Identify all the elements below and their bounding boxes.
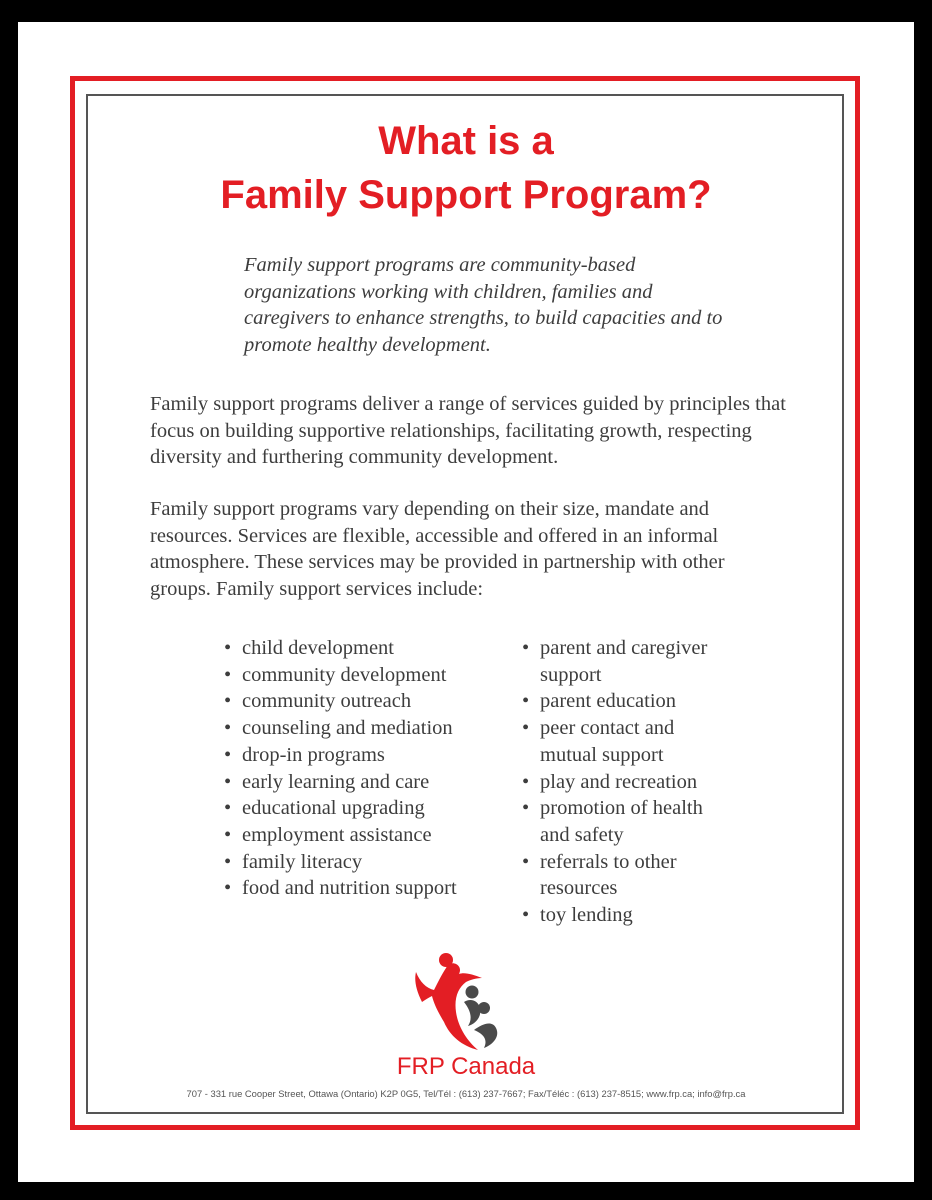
bullet-icon: • [522,717,530,740]
bullet-icon: • [224,743,232,766]
organization-name: FRP Canada [396,1053,536,1080]
bullet-icon: • [224,797,232,820]
service-item-label: peer contact and mutual support [540,717,675,766]
bullet-icon: • [224,663,232,686]
service-item-label: drop-in programs [242,743,385,766]
service-item [224,662,494,689]
logo-gray-figure-2 [474,1024,497,1048]
intro-definition: Family support programs are community-based organizations working with children, families and caregivers to enhance strengths, to build capacities and to promote healthy development. [244,254,723,356]
bullet-icon: • [224,637,232,659]
service-item-label: employment assistance [242,823,432,846]
service-item [224,795,494,822]
bullet-icon: • [224,717,232,740]
service-item [522,769,732,796]
bullet-icon: • [224,877,232,900]
service-item-label: promotion of health and safety [540,797,703,846]
bullet-icon: • [224,690,232,713]
service-item [224,715,494,742]
service-item [522,635,732,688]
logo-gray-figure-1 [464,1000,480,1026]
logo-gray-head-2 [478,1002,490,1014]
service-item-label: family literacy [242,850,363,873]
service-item [224,635,494,662]
service-item-label: play and recreation [540,770,698,793]
service-item-label: educational upgrading [242,797,425,820]
service-item-label: community outreach [242,690,412,713]
bullet-icon: • [522,904,530,927]
bullet-icon: • [224,850,232,873]
title-line-1: What is a [378,119,554,163]
service-item-label: parent and caregiver support [540,637,708,686]
paragraph-services-variety: Family support programs vary depending on their size, mandate and resources. Services are flexible, accessible and offered in an informal atmosphere. These services may be provided in partnership with other groups. Family support services include: [150,498,725,600]
service-item [224,849,494,876]
bullet-icon: • [224,823,232,846]
bullet-icon: • [522,770,530,793]
logo-red-head [439,953,453,967]
frp-canada-logo-icon [412,950,516,1054]
service-item-label: early learning and care [242,770,430,793]
service-item-label: counseling and mediation [242,717,453,740]
service-item-label: toy lending [540,904,633,927]
service-item [522,715,732,768]
service-item-label: referrals to other resources [540,850,677,900]
bullet-icon: • [522,797,530,820]
service-item [224,769,494,796]
service-item [224,742,494,769]
paragraph-services-principles: Family support programs deliver a range of services guided by principles that focus on building supportive relationships, facilitating growth, respecting diversity and furthering community development. [150,393,786,468]
service-item [224,688,494,715]
title-line-2: Family Support Program? [220,173,712,217]
bullet-icon: • [522,690,530,713]
services-list-column-1 [224,635,494,902]
bullet-icon: • [224,770,232,793]
flyer-page [18,22,914,1182]
service-item-label: community development [242,663,447,686]
bullet-icon: • [522,637,530,659]
logo-gray-head-1 [466,986,479,999]
service-item [522,849,732,902]
service-item-label: child development [242,637,394,659]
service-item [522,902,732,929]
service-item [522,795,732,848]
service-item [224,822,494,849]
service-item-label: food and nutrition support [242,877,457,900]
service-item-label: parent education [540,690,677,713]
contact-footer: 707 - 331 rue Cooper Street, Ottawa (Ontario) K2P 0G5, Tel/Tél : (613) 237-7667; Fax/Téléc : (613) 237-8515; www.frp.ca; info@frp.ca [186,1088,746,1099]
bullet-icon: • [522,850,530,873]
service-item [224,875,494,902]
services-list-column-2 [522,635,732,929]
service-item [522,688,732,715]
